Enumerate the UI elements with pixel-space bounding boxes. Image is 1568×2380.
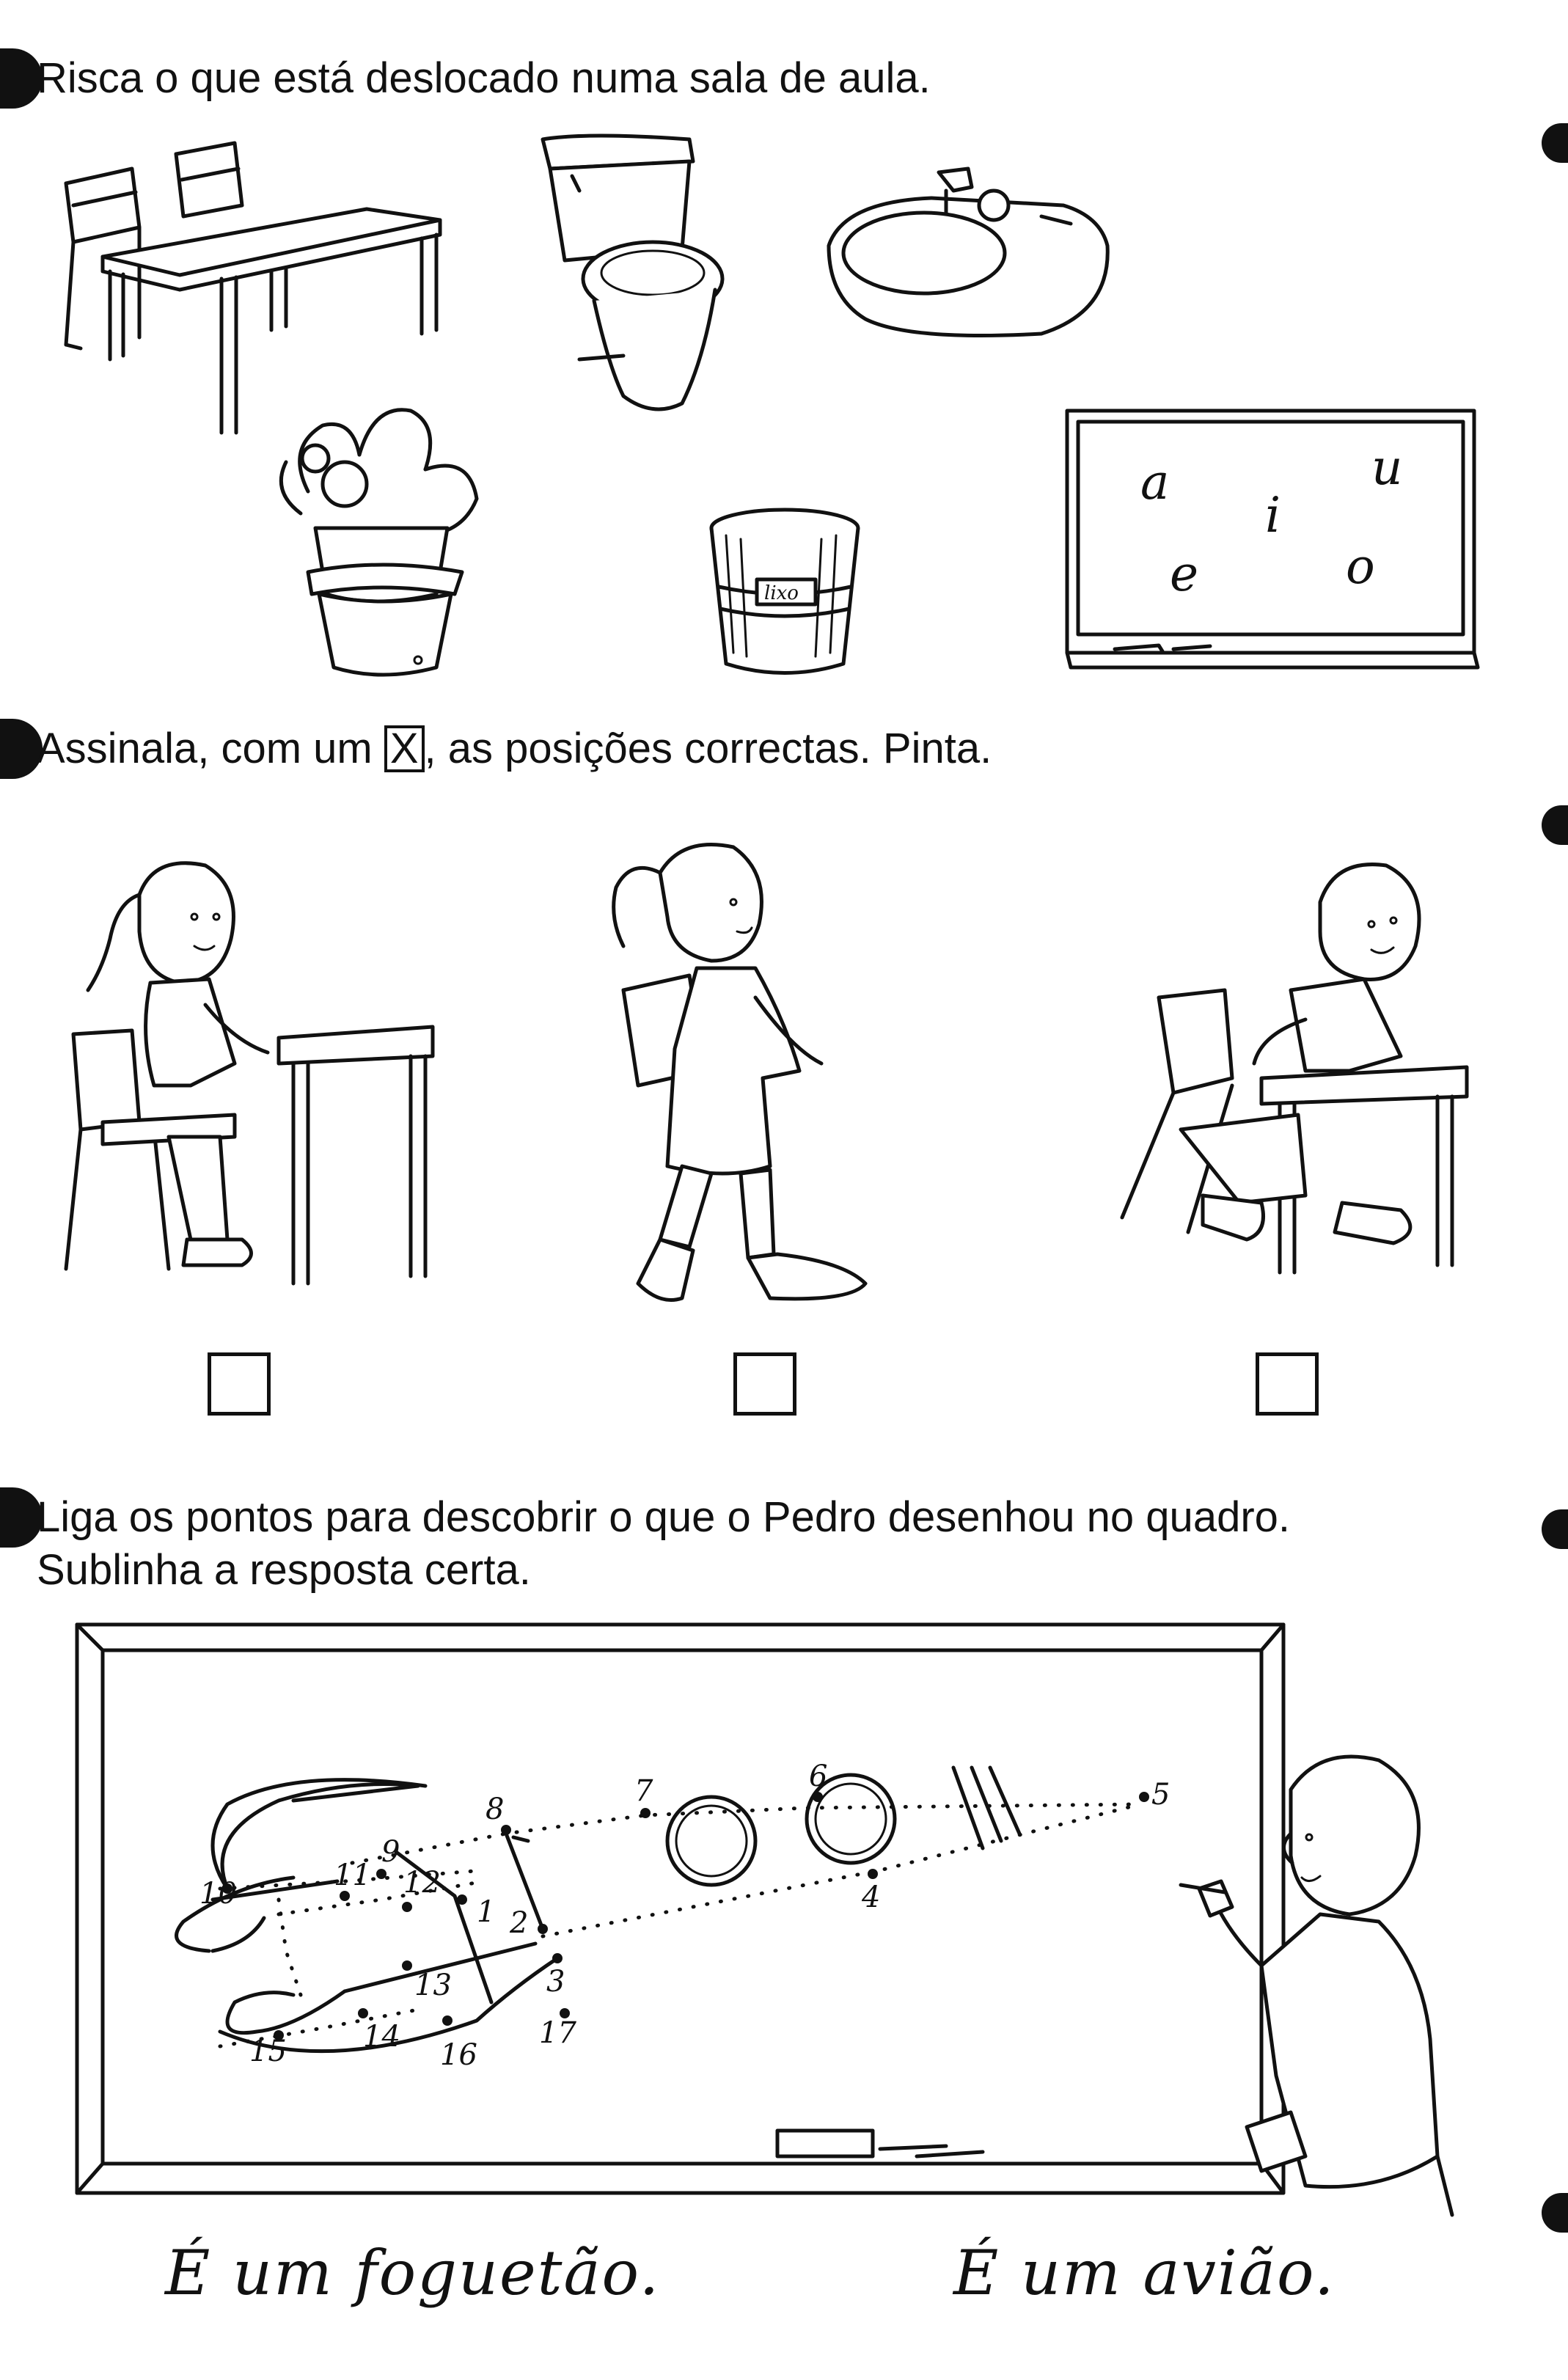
- instruction-text: , as posições correctas. Pinta.: [424, 725, 992, 772]
- dot-label: 4: [862, 1881, 881, 1914]
- dot-label: 15: [249, 2035, 287, 2068]
- toilet-illustration: [535, 132, 733, 425]
- dot-label: 16: [440, 2038, 477, 2072]
- exercise-1-instruction: Risca o que está deslocado numa sala de aula.: [37, 54, 931, 102]
- dot-label: 2: [510, 1906, 529, 1940]
- exercise-3-instruction-line1: Liga os pontos para descobrir o que o Pedro desenhou no quadro.: [37, 1493, 1291, 1541]
- dot-label: 3: [546, 1965, 565, 1999]
- dot-label: 9: [381, 1835, 400, 1869]
- boy-drawing-on-board-illustration: [1100, 1746, 1459, 2215]
- answer-plane[interactable]: É um avião.: [953, 2237, 1336, 2309]
- dot-label: 14: [363, 2020, 400, 2054]
- board-letter: a: [1140, 454, 1170, 510]
- dot-label: 11: [334, 1859, 371, 1892]
- exercise-3-instruction-line2: Sublinha a resposta certa.: [37, 1546, 531, 1594]
- position-checkbox-3[interactable]: [1256, 1352, 1319, 1416]
- exercise-2-instruction: [37, 723, 992, 775]
- board-letter: i: [1265, 487, 1281, 543]
- answer-rocket[interactable]: É um foguetão.: [165, 2237, 661, 2309]
- dot-label: 5: [1151, 1778, 1170, 1812]
- potted-plant-illustration: [271, 389, 491, 682]
- dot-label: 13: [414, 1969, 452, 2002]
- board-letter: o: [1346, 538, 1375, 595]
- waste-bin-illustration: [704, 506, 865, 682]
- chalkboard-vowels-illustration: [1063, 407, 1481, 678]
- position-checkbox-1[interactable]: [208, 1352, 271, 1416]
- boy-sitting-badly-at-desk-illustration: [1115, 851, 1496, 1276]
- board-letter: e: [1170, 546, 1199, 602]
- instruction-text: Assinala, com um: [37, 725, 384, 772]
- dot-label: 6: [809, 1760, 828, 1793]
- bin-label: lixo: [764, 582, 799, 604]
- board-letter: u: [1371, 439, 1403, 496]
- sink-illustration: [821, 165, 1115, 348]
- girl-walking-with-backpack-illustration: [601, 829, 880, 1320]
- page-edge-mark: [1542, 2193, 1568, 2233]
- dot-label: 1: [477, 1895, 496, 1929]
- dot-label: 17: [539, 2016, 576, 2050]
- position-checkbox-2[interactable]: [733, 1352, 796, 1416]
- dot-label: 8: [486, 1793, 505, 1826]
- page-edge-mark: [1542, 805, 1568, 845]
- dot-label: 7: [634, 1774, 653, 1808]
- girl-sitting-at-desk-illustration: [59, 843, 440, 1284]
- page-edge-mark: [1542, 123, 1568, 163]
- dot-label: 12: [403, 1866, 441, 1900]
- page-edge-mark: [1542, 1509, 1568, 1549]
- x-mark-example: X: [384, 725, 425, 772]
- dot-label: 10: [199, 1877, 237, 1911]
